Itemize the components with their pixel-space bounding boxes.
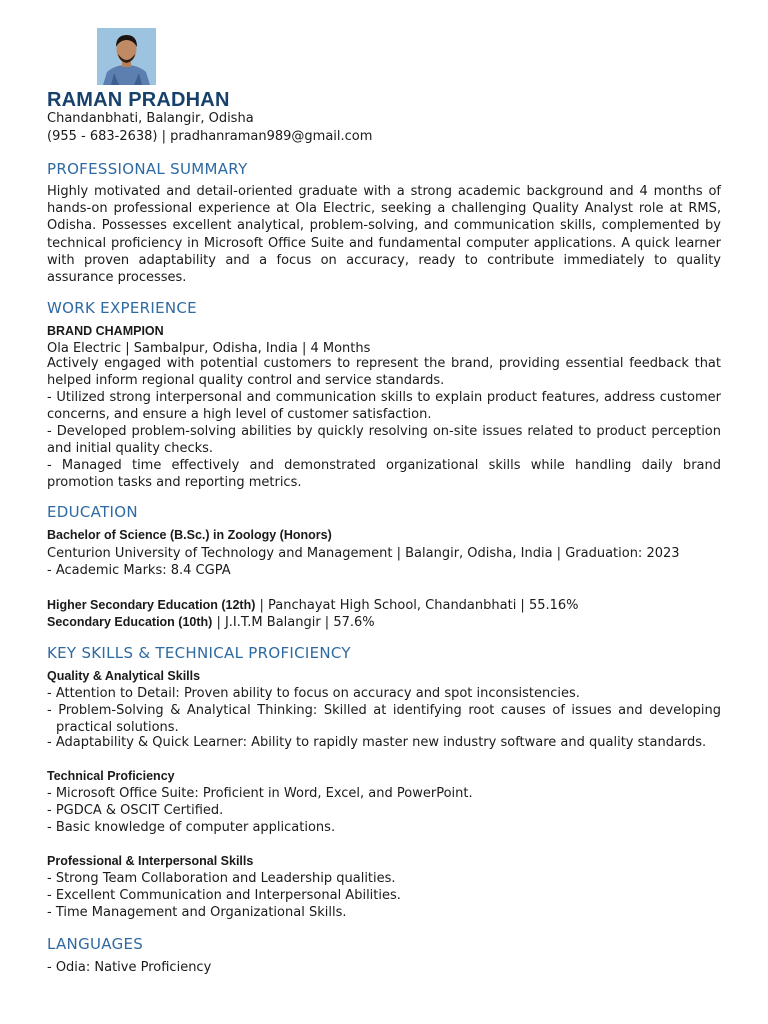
language-item: - Odia: Native Proficiency [47, 960, 212, 975]
job-title: BRAND CHAMPION [47, 324, 164, 338]
skills-subheading-technical: Technical Proficiency [47, 769, 175, 783]
secondary-label: Secondary Education (10th) [47, 615, 213, 629]
skill-item: - Excellent Communication and Interpersonal Abilities. [47, 888, 401, 903]
job-meta: Ola Electric | Sambalpur, Odisha, India | 4 Months [47, 341, 371, 356]
degree-title: Bachelor of Science (B.Sc.) in Zoology (Honors) [47, 528, 332, 542]
section-heading-work: WORK EXPERIENCE [47, 299, 197, 317]
job-intro: Actively engaged with potential customers to represent the brand, providing essential feedback that helped inform regional quality control and service standards. [47, 356, 721, 388]
higher-secondary-label: Higher Secondary Education (12th) [47, 598, 256, 612]
skill-item: - Time Management and Organizational Skills. [47, 905, 347, 920]
section-heading-languages: LANGUAGES [47, 935, 144, 953]
skill-item: - Basic knowledge of computer applications. [47, 820, 336, 835]
skill-item: - Microsoft Office Suite: Proficient in Word, Excel, and PowerPoint. [47, 786, 473, 801]
skills-subheading-quality: Quality & Analytical Skills [47, 669, 201, 683]
address: Chandanbhati, Balangir, Odisha [47, 111, 254, 126]
summary-text: Highly motivated and detail-oriented graduate with a strong academic background and 4 months of hands-on professional experience at Ola Electric, seeking a challenging Quality Analyst role at RMS, Odisha. Possesses excellent analytical, problem-solving, and communication skills, complemented by technical proficiency in Microsoft Office Suite and fundamental computer applications. A quick learner with proven adaptability and a focus on accuracy, ready to contribute immediately to quality assurance processes. [47, 184, 721, 286]
secondary-line [47, 614, 375, 631]
profile-photo [97, 28, 156, 85]
section-heading-education: EDUCATION [47, 503, 138, 521]
secondary-detail: | J.I.T.M Balangir | 57.6% [212, 615, 375, 630]
skill-item: - Problem-Solving & Analytical Thinking: Skilled at identifying root causes of issues and developing practical solutions. [47, 703, 721, 735]
profile-photo-graphic [97, 28, 156, 85]
job-bullet: - Utilized strong interpersonal and communication skills to explain product features, address customer concerns, and ensure a high level of customer satisfaction. [47, 390, 721, 422]
skill-item: - Adaptability & Quick Learner: Ability to rapidly master new industry software and quality standards. [47, 735, 707, 750]
academic-marks: - Academic Marks: 8.4 CGPA [47, 563, 231, 578]
candidate-name: RAMAN PRADHAN [47, 89, 230, 111]
university-line: Centurion University of Technology and Management | Balangir, Odisha, India | Graduation: 2023 [47, 546, 680, 561]
skill-item: - Strong Team Collaboration and Leadership qualities. [47, 871, 396, 886]
job-bullet: - Managed time effectively and demonstrated organizational skills while handling daily brand promotion tasks and reporting metrics. [47, 458, 721, 490]
skill-item: - Attention to Detail: Proven ability to focus on accuracy and spot inconsistencies. [47, 686, 580, 701]
skill-item: - PGDCA & OSCIT Certified. [47, 803, 224, 818]
section-heading-skills: KEY SKILLS & TECHNICAL PROFICIENCY [47, 644, 351, 662]
job-bullet: - Developed problem-solving abilities by quickly resolving on-site issues related to product perception and initial quality checks. [47, 424, 721, 456]
higher-secondary-detail: | Panchayat High School, Chandanbhati | 55.16% [255, 598, 579, 613]
section-heading-summary: PROFESSIONAL SUMMARY [47, 160, 248, 178]
skills-subheading-interpersonal: Professional & Interpersonal Skills [47, 854, 254, 868]
higher-secondary-line [47, 597, 579, 614]
contact-info: (955 - 683-2638) | pradhanraman989@gmail.com [47, 129, 373, 144]
